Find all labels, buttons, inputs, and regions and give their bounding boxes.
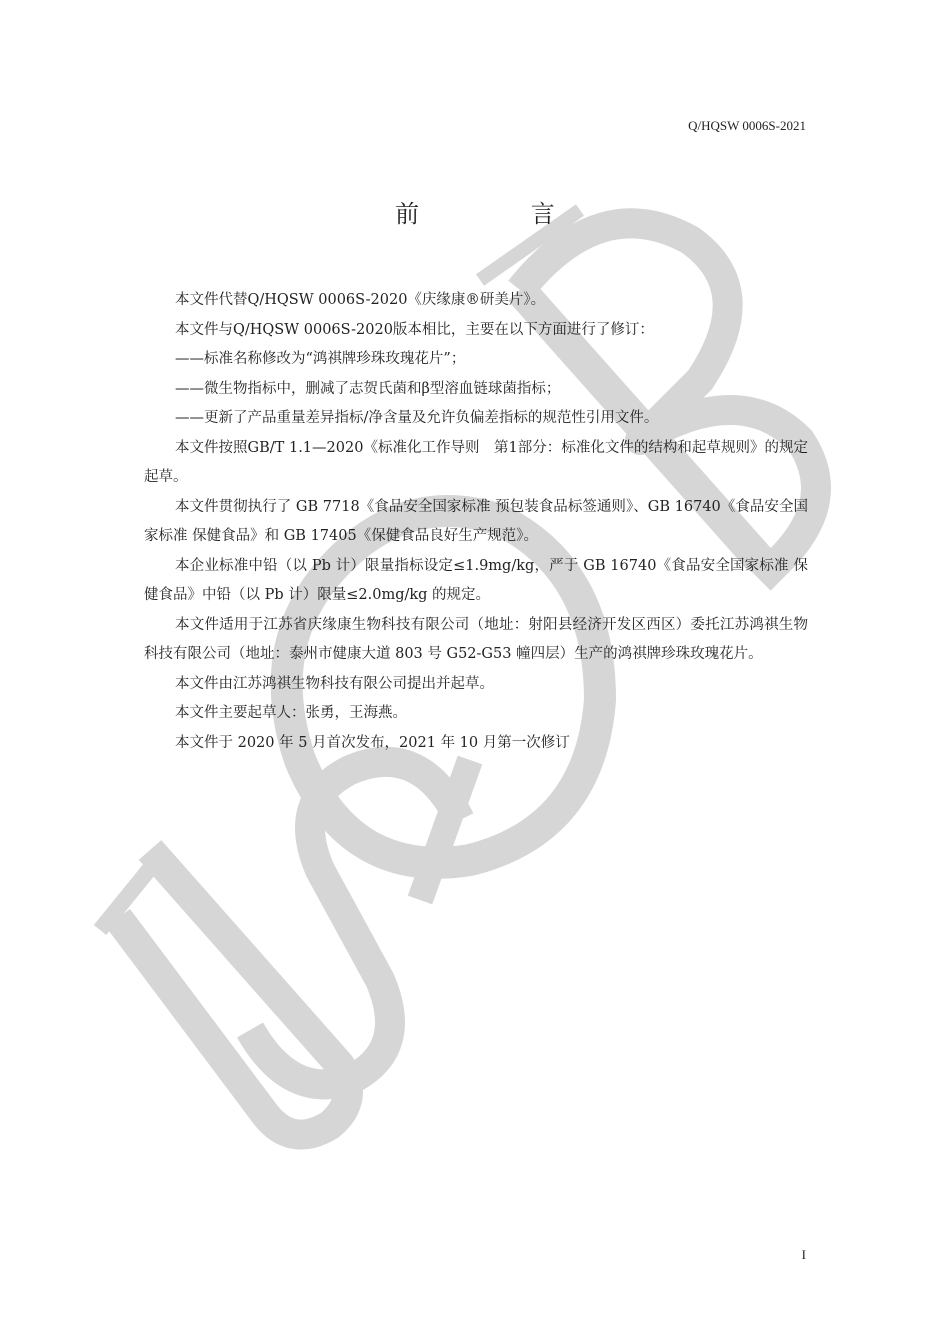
paragraph-drafters: 本文件主要起草人：张勇，王海燕。 <box>175 705 407 721</box>
paragraph-change-weight: ——更新了产品重量差异指标/净含量及允许负偏差指标的规范性引用文件。 <box>175 410 659 426</box>
paragraph-change-name: ——标准名称修改为“鸿祺牌珍珠玫瑰花片”； <box>175 351 466 367</box>
paragraph-lead-limit: 本企业标准中铅（以 Pb 计）限量指标设定≤1.9mg/kg，严于 GB 16740《食品安全国家标准 保健食品》中铅（以 Pb 计）限量≤2.0mg/kg 的规定。 <box>144 557 808 603</box>
watermark-letter-s <box>250 762 460 1085</box>
paragraph-drafting-rules: 本文件按照GB/T 1.1—2020《标准化工作导则 第1部分：标准化文件的结构和起草规则》的规定起草。 <box>144 439 808 485</box>
paragraph-proposer: 本文件由江苏鸿祺生物科技有限公司提出并起草。 <box>175 675 494 692</box>
paragraph-changes-intro: 本文件与Q/HQSW 0006S-2020版本相比，主要在以下方面进行了修订： <box>175 321 654 338</box>
paragraph-standards-implemented: 本文件贯彻执行了 GB 7718《食品安全国家标准 预包装食品标签通则》、GB 16740《食品安全国家标准 保健食品》和 GB 17405《保健食品良好生产规范》。 <box>144 498 808 544</box>
page-title: 前 言 <box>395 200 607 228</box>
document-code: Q/HQSW 0006S-2021 <box>688 118 806 133</box>
paragraph-replaces: 本文件代替Q/HQSW 0006S-2020《庆缘康®研美片》。 <box>175 292 546 308</box>
paragraph-scope: 本文件适用于江苏省庆缘康生物科技有限公司（地址：射阳县经济开发区西区）委托江苏鸿祺生物科技有限公司（地址：泰州市健康大道 803 号 G52-G53 幢四层）生产的鸿祺牌珍珠玫瑰花片。 <box>144 616 808 662</box>
paragraph-change-microbe: ——微生物指标中，删减了志贺氏菌和β型溶血链球菌指标； <box>175 380 561 397</box>
page-number: I <box>801 1247 806 1262</box>
preface-body <box>144 286 808 758</box>
paragraph-release-history: 本文件于 2020 年 5 月首次发布，2021 年 10 月第一次修订 <box>175 734 570 751</box>
